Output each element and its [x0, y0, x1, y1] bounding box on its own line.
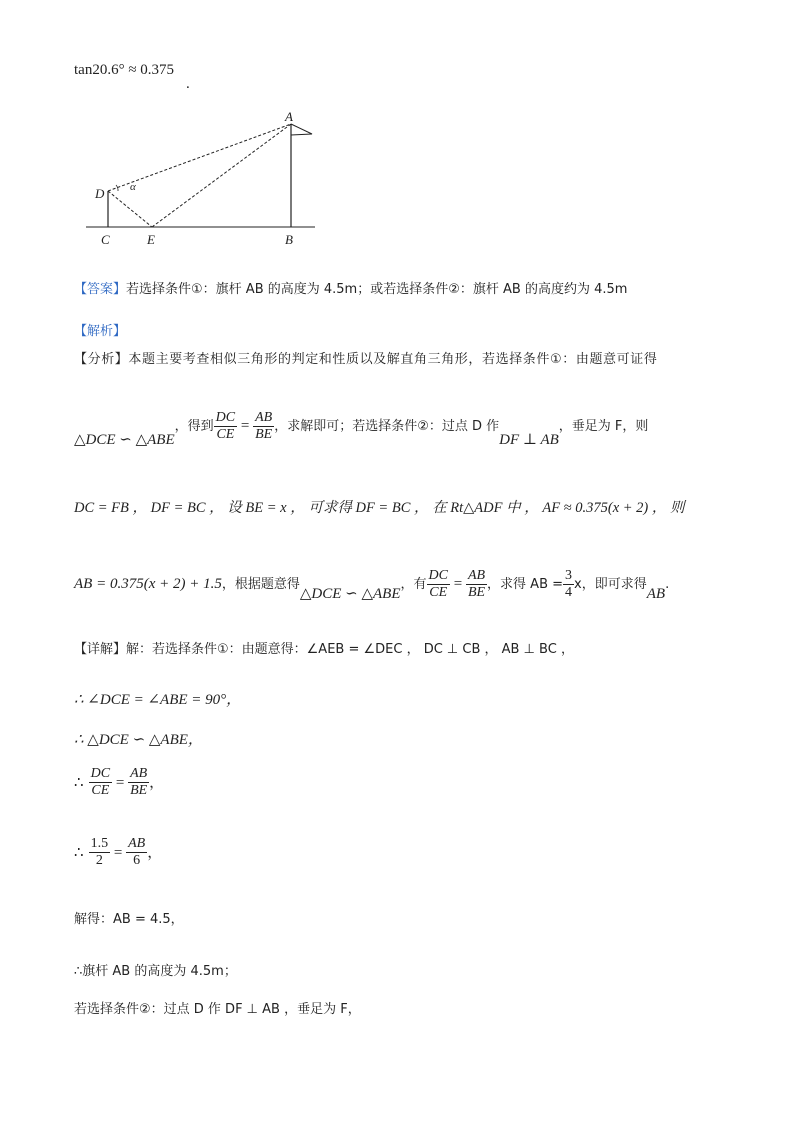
- frac-num: AB: [128, 836, 146, 851]
- fenxi-text-4e: ，求得 AB =: [487, 577, 564, 592]
- frac-den: BE: [467, 585, 486, 600]
- answer-tag: 【答案】: [74, 282, 127, 297]
- frac-den: 6: [133, 853, 141, 868]
- frac-den: 4: [565, 585, 573, 600]
- comma: ，: [149, 775, 165, 791]
- frac-den: CE: [91, 783, 110, 798]
- fraction-three-quarters: [563, 568, 574, 601]
- detail-line-6: 解得：AB = 4.5，: [74, 912, 184, 927]
- point-b-label: B: [285, 232, 293, 247]
- point-e-label: E: [147, 232, 155, 247]
- fenxi-line-1: 【分析】本题主要考查相似三角形的判定和性质以及解直角三角形，若选择条件①：由题意可证得: [74, 352, 658, 367]
- frac-num: 3: [565, 568, 573, 583]
- frac-num: AB: [467, 568, 486, 583]
- frac-num: AB: [130, 766, 148, 781]
- fenxi-text-2c: ，求解即可；若选择条件②：过点 D 作: [274, 419, 500, 434]
- point-c-label: C: [101, 232, 110, 247]
- detail-line-2: ∴ ∠DCE = ∠ABE = 90°，: [74, 692, 242, 708]
- therefore-symbol: ∴: [74, 775, 84, 791]
- frac-num: DC: [428, 568, 448, 583]
- frac-den: BE: [130, 783, 148, 798]
- frac-num: DC: [215, 410, 236, 425]
- detail-line-8: 若选择条件②：过点 D 作 DF ⊥ AB ，垂足为 F，: [74, 1002, 361, 1017]
- fenxi-text-2b: ，得到: [174, 419, 214, 434]
- fenxi-line-3: DC = FB ， DF = BC ， 设 BE = x ， 可求得 DF = BC ， 在 Rt△ADF 中 ， AF ≈ 0.375(x + 2) ， 则: [74, 500, 685, 516]
- answer-line: [74, 278, 627, 297]
- top-dot: .: [186, 76, 190, 92]
- fenxi-period: .: [665, 577, 670, 592]
- frac-den: 2: [95, 853, 103, 868]
- detail-line-4: ∴ $\frac{DC}{CE}$ = $\frac{AB}{BE}$ ，: [74, 766, 165, 798]
- detail-line-5: ∴ $\frac{1.5}{2}$ = $\frac{AB}{6}$ ，: [74, 836, 163, 868]
- detail-line-7: ∴旗杆 AB 的高度为 4.5m；: [74, 964, 237, 979]
- geometry-diagram: [80, 105, 325, 250]
- fraction-dc-ce: [214, 410, 237, 443]
- frac-den: BE: [255, 427, 273, 442]
- fenxi-perp: DF ⊥ AB: [499, 432, 559, 448]
- fenxi-line-2: △DCE ∽ △ABE，得到 $\frac{DC}{CE}$ = $\frac{AB}{BE}$ ，求解即可；若选择条件②：过点 D 作DF ⊥ AB，垂足为 F，则: [74, 410, 649, 448]
- point-a-label: A: [285, 109, 293, 124]
- fenxi-text-4f: x，即可求得: [574, 577, 647, 592]
- point-d-label: D: [95, 186, 105, 201]
- fraction-ab-be: [253, 410, 274, 443]
- angle-label: α: [130, 181, 136, 193]
- frac-num: DC: [90, 766, 111, 781]
- fenxi-similar-2: △DCE ∽ △ABE: [299, 586, 401, 602]
- therefore-symbol: ∴: [74, 845, 84, 861]
- fraction-dc-ce-2: [427, 568, 450, 601]
- fraction-ab-be-2: [466, 568, 487, 601]
- fraction-1-5-over-2: [89, 836, 111, 869]
- frac-den: CE: [216, 427, 235, 442]
- answer-text: 若选择条件①：旗杆 AB 的高度为 4.5m；或若选择条件②：旗杆 AB 的高度约为 4.5m: [126, 282, 628, 297]
- frac-den: CE: [429, 585, 448, 600]
- top-formula: tan20.6° ≈ 0.375: [74, 62, 175, 78]
- fenxi-text-4b: ，根据题意得: [221, 577, 300, 592]
- comma: ，: [147, 845, 163, 861]
- fenxi-ab-expr: AB = 0.375(x + 2) + 1.5: [74, 576, 222, 592]
- fraction-ab-over-6: [126, 836, 147, 869]
- fraction-dc-ce-3: [89, 766, 112, 799]
- fenxi-text-2e: ，垂足为 F，则: [558, 419, 649, 434]
- frac-num: 1.5: [90, 836, 109, 851]
- analysis-tag: 【解析】: [74, 324, 127, 339]
- detail-line-1: 【详解】解：若选择条件①：由题意得：∠AEB = ∠DEC ， DC ⊥ CB ， AB ⊥ BC ，: [74, 642, 574, 657]
- detail-line-3: ∴ △DCE ∽ △ABE，: [74, 732, 203, 748]
- fraction-ab-be-3: [128, 766, 149, 799]
- fenxi-ab-final: AB: [646, 586, 666, 602]
- fenxi-line-4: AB = 0.375(x + 2) + 1.5，根据题意得△DCE ∽ △ABE，有 $\frac{DC}{CE}$ = $\frac{AB}{BE}$ ，求得 AB = $\frac{3}{4}$ x，即可求得AB.: [74, 568, 670, 602]
- frac-num: AB: [255, 410, 273, 425]
- fenxi-similar-1: △DCE ∽ △ABE: [74, 432, 175, 448]
- fenxi-text-4d: ，有: [400, 577, 427, 592]
